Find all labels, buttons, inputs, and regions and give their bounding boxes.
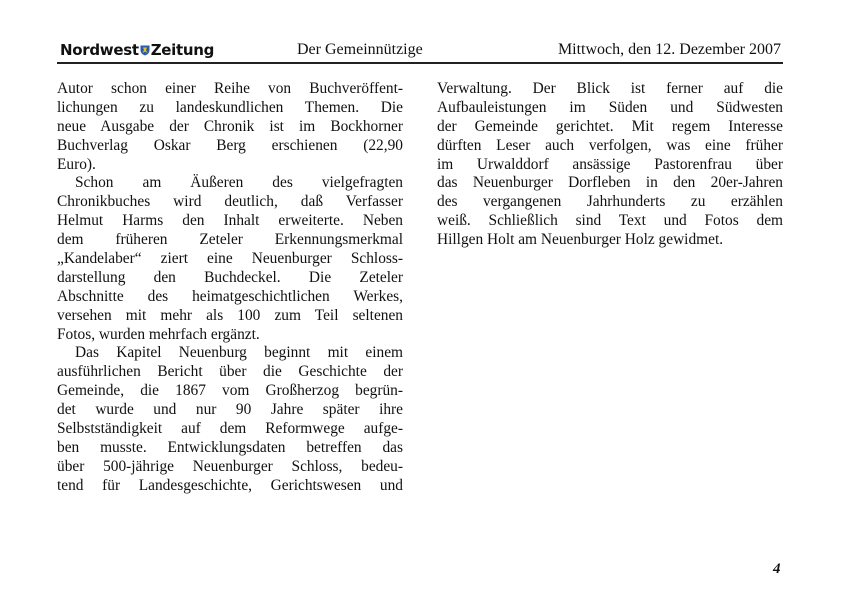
text-line: über 500-jährige Neuenburger Schloss, bedeu-: [57, 457, 403, 475]
text-line: Verwaltung. Der Blick ist ferner auf die: [437, 80, 783, 97]
text-line: dem früheren Zeteler Erkennungsmerkmal: [57, 231, 403, 249]
article-column-left: [57, 80, 403, 496]
logo-text-left: Nordwest: [60, 41, 139, 59]
text-line: der Gemeinde gerichtet. Mit regem Interesse: [437, 117, 783, 135]
newspaper-logo: [60, 41, 214, 59]
text-line: Aufbauleistungen im Süden und Südwesten: [437, 98, 783, 116]
text-line: ben musste. Entwicklungsdaten betreffen das: [57, 438, 403, 456]
text-line: „Kandelaber“ ziert eine Neuenburger Schloss-: [57, 250, 403, 268]
text-line: tend für Landesgeschichte, Gerichtswesen und: [57, 476, 403, 494]
text-line: lichungen zu landeskundlichen Themen. Die: [57, 98, 403, 116]
text-line: Buchverlag Oskar Berg erschienen (22,90: [57, 136, 403, 154]
text-line: Schon am Äußeren des vielgefragten: [75, 174, 403, 192]
text-line: darstellung den Buchdeckel. Die Zeteler: [57, 268, 403, 286]
text-line: des vergangenen Jahrhunderts zu erzählen: [437, 193, 783, 211]
text-line: Hillgen Holt am Neuenburger Holz gewidmet.: [437, 231, 724, 249]
logo-text-right: Zeitung: [150, 41, 215, 59]
page-header: [57, 40, 783, 64]
text-line: Abschnitte des heimatgeschichtlichen Werkes,: [57, 287, 403, 305]
issue-date: Mittwoch, den 12. Dezember 2007: [557, 41, 781, 58]
article-column-right: [437, 80, 783, 250]
text-line: Selbstständigkeit auf dem Reformwege aufge-: [57, 420, 403, 438]
text-line: det wurde und nur 90 Jahre später ihre: [57, 401, 403, 419]
text-line: dürften Leser auch verfolgen, was eine früher: [437, 136, 783, 154]
text-line: Autor schon einer Reihe von Buchveröffent-: [57, 80, 403, 97]
text-line: im Urwalddorf ansässige Pastorenfrau über: [437, 155, 783, 173]
page-number: 4: [773, 561, 781, 577]
text-line: Gemeinde, die 1867 vom Großherzog begrün-: [57, 382, 403, 400]
text-line: Fotos, wurden mehrfach ergänzt.: [57, 325, 260, 343]
text-line: Chronikbuches wird deutlich, daß Verfasser: [57, 193, 403, 211]
text-line: Das Kapitel Neuenburg beginnt mit einem: [75, 344, 403, 362]
coat-of-arms-icon: [140, 45, 150, 56]
text-line: versehen mit mehr als 100 zum Teil seltenen: [57, 306, 403, 324]
text-line: Euro).: [57, 155, 96, 173]
text-line: neue Ausgabe der Chronik ist im Bockhorner: [57, 117, 403, 135]
text-line: das Neuenburger Dorfleben in den 20er-Jahren: [437, 174, 783, 192]
text-line: ausführlichen Bericht über die Geschichte der: [57, 363, 403, 381]
section-title: Der Gemeinnützige: [297, 41, 423, 58]
text-line: weiß. Schließlich sind Text und Fotos dem: [437, 212, 783, 230]
text-line: Helmut Harms den Inhalt erweiterte. Neben: [57, 212, 403, 230]
